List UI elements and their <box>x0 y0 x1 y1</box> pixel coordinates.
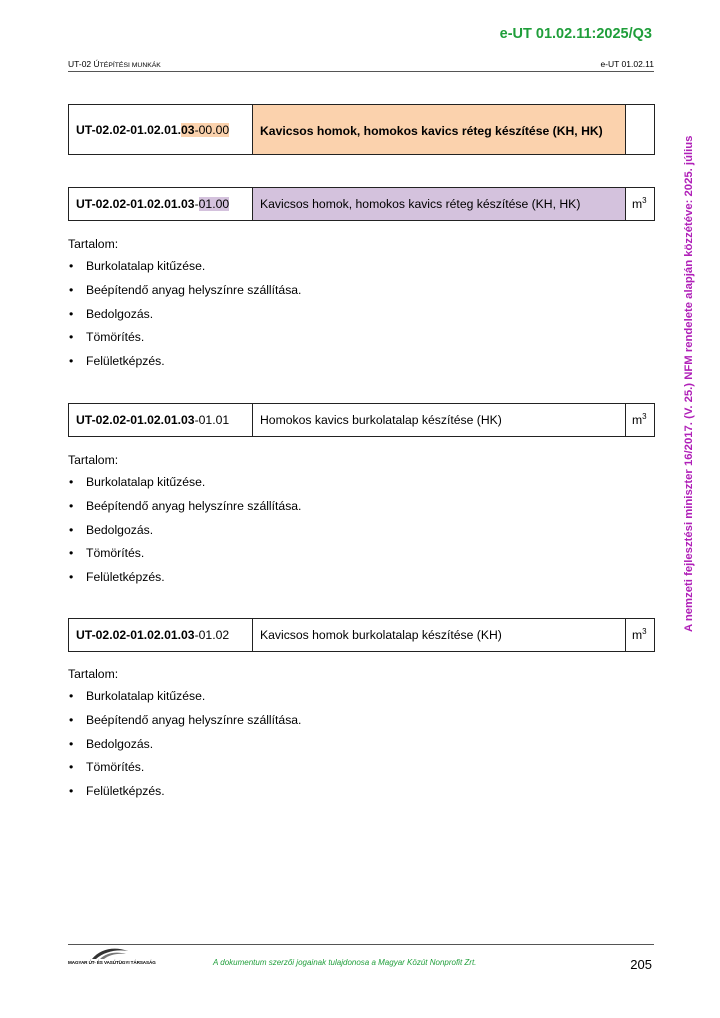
item-code <box>69 619 253 652</box>
list-item: • Bedolgozás. <box>68 307 301 331</box>
list-item: • Burkolatalap kitűzése. <box>68 259 301 283</box>
content-label: Tartalom: <box>68 453 119 467</box>
page-number: 205 <box>630 957 652 972</box>
item-title: Homokos kavics burkolatalap készítése (HK) <box>253 404 626 437</box>
content-block <box>68 237 301 378</box>
code-suffix: -00.00 <box>194 122 230 137</box>
item-unit <box>626 619 655 652</box>
item-table <box>68 104 655 155</box>
item-unit <box>626 188 655 221</box>
unit-base: m <box>632 413 643 428</box>
item-table <box>68 618 655 652</box>
content-label: Tartalom: <box>68 667 119 681</box>
list-item: • Felületképzés. <box>68 354 301 378</box>
item-code <box>69 188 253 221</box>
bullet-list <box>68 689 301 808</box>
unit-exponent: 3 <box>642 412 647 422</box>
item-table <box>68 187 655 221</box>
unit-base: m <box>632 628 643 643</box>
item-unit <box>626 105 655 155</box>
header-left-first: UT-02 Ú <box>68 59 100 69</box>
copyright-note: A dokumentum szerzői jogainak tulajdonosa a Magyar Közút Nonprofit Zrt. <box>213 958 477 967</box>
footer-logo <box>68 946 188 970</box>
list-item: • Bedolgozás. <box>68 737 301 761</box>
header-left <box>68 59 161 69</box>
code-prefix: UT-02.02-01.02.01.03 <box>76 197 195 211</box>
unit-exponent: 3 <box>642 627 647 637</box>
content-block <box>68 667 301 808</box>
side-publication-note: A nemzeti fejlesztési miniszter 16/2017. (V. 25.) NFM rendelete alapján közzétéve: 2025. július <box>683 135 695 632</box>
item-row <box>69 188 655 221</box>
item-code <box>69 105 253 155</box>
bullet-list <box>68 475 301 594</box>
code-highlight: 01.00 <box>198 197 230 211</box>
header-left-rest: TÉPÍTÉSI MUNKÁK <box>99 62 161 69</box>
footer-divider <box>68 944 654 945</box>
code-separator: - <box>194 197 199 211</box>
content-block <box>68 453 301 594</box>
road-swoosh-logo-icon <box>90 946 130 960</box>
code-suffix: -01.01 <box>194 413 230 427</box>
code-prefix: UT-02.02-01.02.01. <box>76 122 182 137</box>
list-item: • Tömörítés. <box>68 330 301 354</box>
bullet-list <box>68 259 301 378</box>
code-prefix: UT-02.02-01.02.01.03 <box>76 413 195 427</box>
header-divider <box>68 71 654 72</box>
unit-base: m <box>632 197 643 212</box>
list-item: • Bedolgozás. <box>68 523 301 547</box>
unit-exponent: 3 <box>642 196 647 206</box>
item-row <box>69 619 655 652</box>
list-item: • Beépítendő anyag helyszínre szállítása. <box>68 499 301 523</box>
item-title: Kavicsos homok, homokos kavics réteg készítése (KH, HK) <box>253 188 626 221</box>
item-unit <box>626 404 655 437</box>
list-item: • Beépítendő anyag helyszínre szállítása. <box>68 283 301 307</box>
item-row <box>69 105 655 155</box>
list-item: • Felületképzés. <box>68 784 301 808</box>
item-title: Kavicsos homok burkolatalap készítése (KH) <box>253 619 626 652</box>
logo-text: MAGYAR ÚT- ÉS VASÚTÜGYI TÁRSASÁG <box>68 960 156 965</box>
list-item: • Burkolatalap kitűzése. <box>68 689 301 713</box>
header-right: e-UT 01.02.11 <box>600 59 654 69</box>
item-table <box>68 403 655 437</box>
list-item: • Felületképzés. <box>68 570 301 594</box>
list-item: • Beépítendő anyag helyszínre szállítása. <box>68 713 301 737</box>
item-title: Kavicsos homok, homokos kavics réteg készítése (KH, HK) <box>253 105 626 155</box>
item-row <box>69 404 655 437</box>
list-item: • Burkolatalap kitűzése. <box>68 475 301 499</box>
running-header <box>68 59 654 69</box>
code-highlight: 03 <box>181 122 195 137</box>
list-item: • Tömörítés. <box>68 760 301 784</box>
code-prefix: UT-02.02-01.02.01.03 <box>76 628 195 642</box>
document-code: e-UT 01.02.11:2025/Q3 <box>499 26 652 42</box>
list-item: • Tömörítés. <box>68 546 301 570</box>
content-label: Tartalom: <box>68 237 119 251</box>
item-code <box>69 404 253 437</box>
code-suffix: -01.02 <box>194 628 230 642</box>
